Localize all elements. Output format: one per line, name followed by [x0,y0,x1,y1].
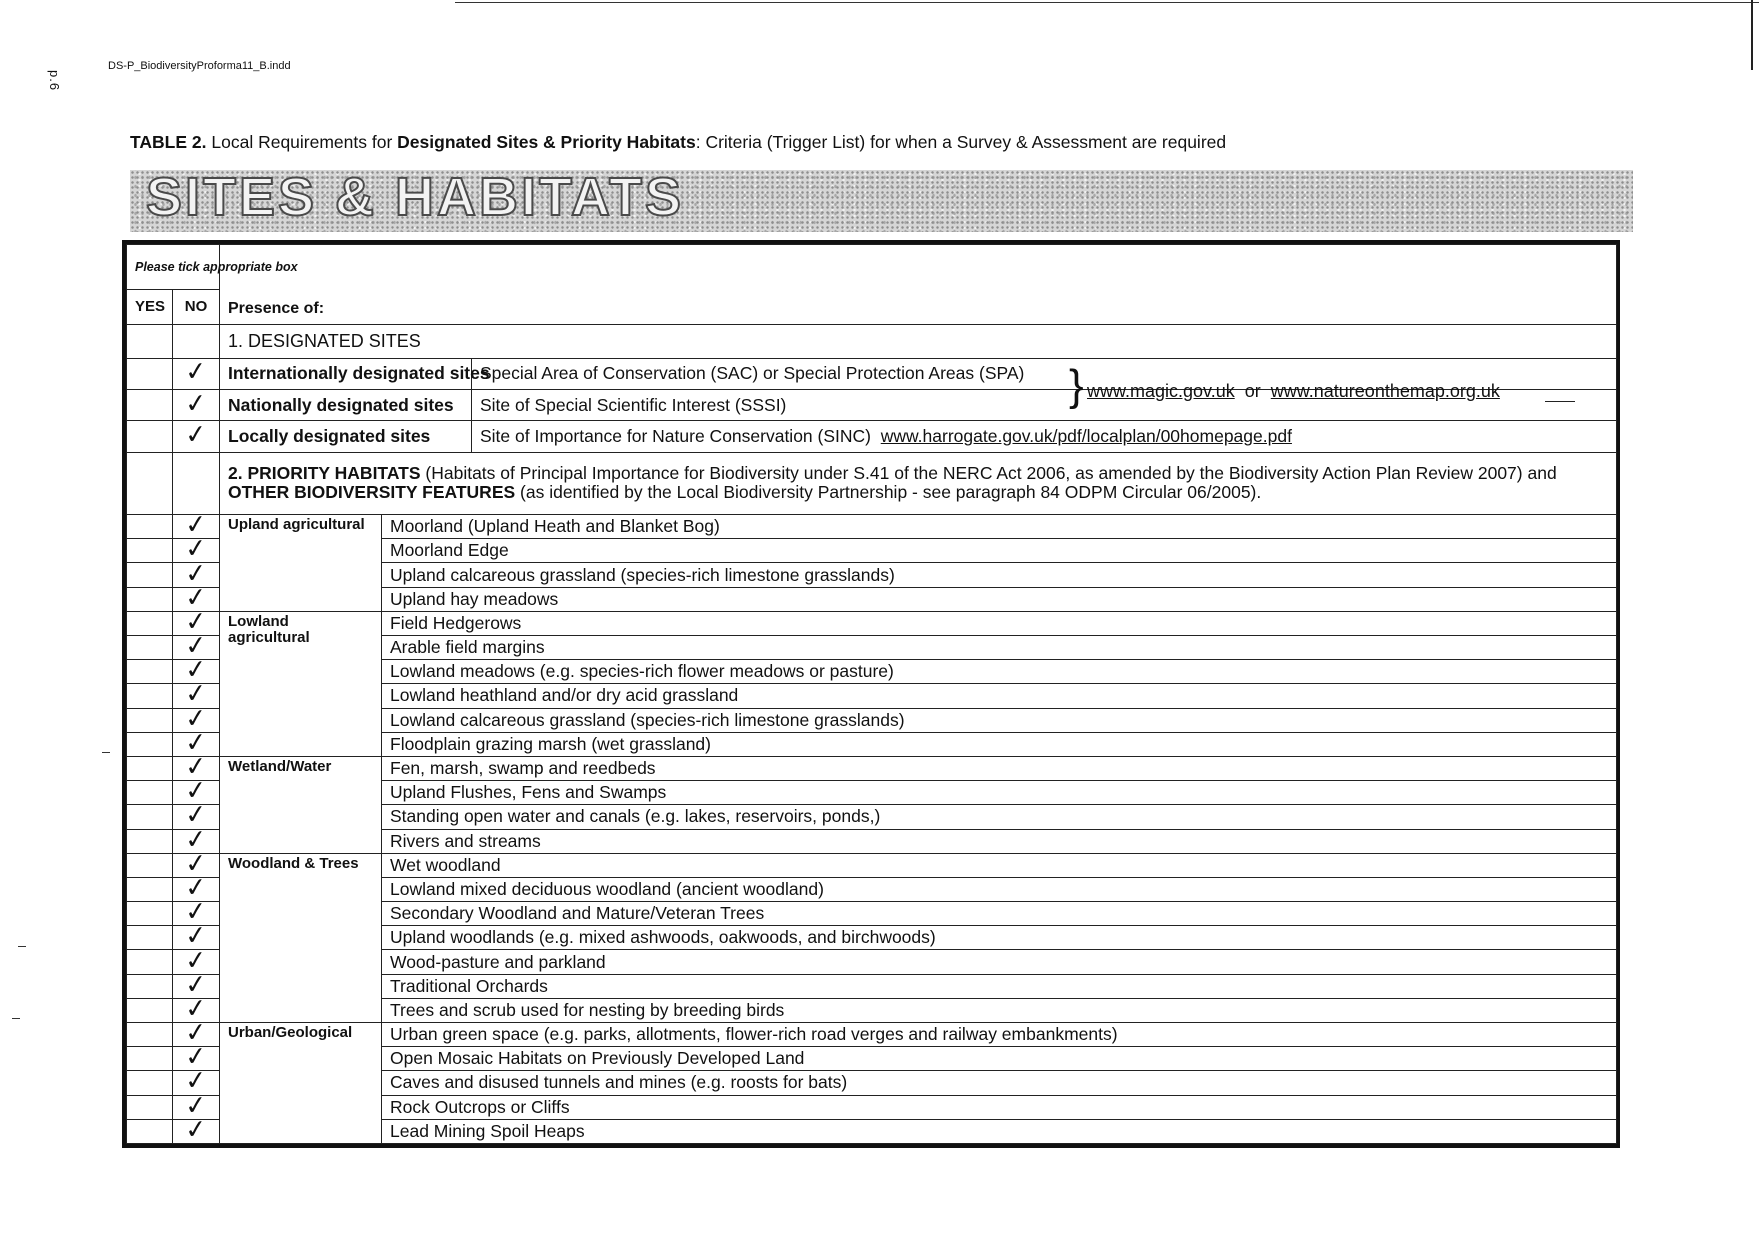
yes-box[interactable] [127,902,173,926]
habitat-row [127,515,1617,539]
habitat-name: Upland hay meadows [382,587,1617,611]
tick-header-row [127,245,1617,290]
banner-title: SITES & HABITATS [146,167,685,227]
other-features-bold: OTHER BIODIVERSITY FEATURES [228,482,516,503]
yes-box[interactable] [127,732,173,756]
habitat-name: Moorland Edge [382,539,1617,563]
page-number: p.6 [47,70,62,92]
habitat-name: Wet woodland [382,853,1617,877]
yes-column-header: YES [127,290,173,324]
file-name: DS-P_BiodiversityProforma11_B.indd [108,60,291,72]
margin-mark [18,946,26,947]
site-description [472,421,1617,452]
yes-box[interactable] [127,452,173,514]
priority-heading-bold: 2. PRIORITY HABITATS [228,463,421,484]
yes-box[interactable] [127,756,173,780]
check-mark-icon: ✓ [183,1064,209,1097]
check-mark-icon: ✓ [183,822,209,855]
top-rule [455,2,1759,3]
yes-box[interactable] [127,539,173,563]
check-mark-icon: ✓ [183,895,209,928]
check-mark-icon: ✓ [183,725,209,758]
yes-box[interactable] [127,515,173,539]
habitat-row [127,611,1617,635]
caption-text-end: : Criteria (Trigger List) for when a Survey & Assessment are required [695,132,1227,152]
no-box[interactable] [173,452,220,514]
designated-links [1069,361,1500,410]
check-mark-icon: ✓ [183,653,209,686]
yes-box[interactable] [127,877,173,901]
yes-box[interactable] [127,805,173,829]
priority-habitats-heading [220,452,1617,514]
habitat-category: Urban/Geological [220,1023,382,1144]
trigger-list-table [126,244,1617,1144]
yes-box[interactable] [127,829,173,853]
habitat-name: Lead Mining Spoil Heaps [382,1119,1617,1143]
margin-mark [12,1018,20,1019]
check-mark-icon: ✓ [183,846,209,879]
check-mark-icon: ✓ [183,919,209,952]
habitat-category: Woodland & Trees [220,853,382,1022]
designated-sites-heading: 1. DESIGNATED SITES [220,324,1617,358]
yes-box[interactable] [127,563,173,587]
yes-box[interactable] [127,1023,173,1047]
check-mark-icon: ✓ [183,629,209,662]
habitat-name: Wood-pasture and parkland [382,950,1617,974]
priority-heading-row [127,452,1617,514]
yes-box[interactable] [127,611,173,635]
check-mark-icon: ✓ [183,677,209,710]
habitat-row [127,756,1617,780]
designated-heading-row [127,324,1617,358]
habitat-category: Wetland/Water [220,756,382,853]
priority-heading-text: (Habitats of Principal Importance for Biodiversity under S.41 of the NERC Act 2006, as amended by the Biodiversity Action Plan Review 2007) and [420,463,1557,484]
table-caption [130,132,1226,153]
or-text: or [1244,381,1261,401]
habitat-name: Trees and scrub used for nesting by breeding birds [382,998,1617,1022]
yes-box[interactable] [127,684,173,708]
check-mark-icon: ✓ [183,508,209,541]
tick-instruction: Please tick appropriate box [127,245,220,290]
yes-box[interactable] [127,781,173,805]
check-mark-icon: ✓ [183,991,209,1024]
magic-link[interactable]: www.magic.gov.uk [1087,381,1235,401]
yes-box[interactable] [127,950,173,974]
presence-heading: Presence of: [220,245,1617,325]
brace-icon: } [1069,361,1084,410]
site-type-label: Internationally designated sites [220,358,472,389]
site-type-label: Locally designated sites [220,421,472,452]
habitat-name: Open Mosaic Habitats on Previously Developed Land [382,1047,1617,1071]
habitat-name: Upland woodlands (e.g. mixed ashwoods, oakwoods, and birchwoods) [382,926,1617,950]
check-mark-icon: ✓ [183,386,209,419]
yes-box[interactable] [127,1119,173,1143]
yes-box[interactable] [127,926,173,950]
habitat-category: Upland agricultural [220,515,382,612]
check-mark-icon: ✓ [183,1040,209,1073]
habitat-name: Floodplain grazing marsh (wet grassland) [382,732,1617,756]
yes-box[interactable] [127,974,173,998]
caption-text: Local Requirements for [211,132,398,152]
habitat-name: Arable field margins [382,636,1617,660]
yes-box[interactable] [127,853,173,877]
habitat-name: Standing open water and canals (e.g. lakes, reservoirs, ponds,) [382,805,1617,829]
habitat-name: Field Hedgerows [382,611,1617,635]
check-mark-icon: ✓ [183,417,209,451]
check-mark-icon: ✓ [183,532,209,565]
check-mark-icon: ✓ [183,870,209,904]
yes-box[interactable] [127,1047,173,1071]
check-mark-icon: ✓ [183,1112,209,1145]
yes-box[interactable] [127,421,173,452]
caption-bold: Designated Sites & Priority Habitats [397,132,696,152]
habitat-name: Fen, marsh, swamp and reedbeds [382,756,1617,780]
habitat-name: Lowland heathland and/or dry acid grassland [382,684,1617,708]
yes-box[interactable] [127,1071,173,1095]
yes-box[interactable] [127,390,173,421]
check-mark-icon: ✓ [183,1088,209,1121]
check-mark-icon: ✓ [183,1016,209,1049]
caption-table-no: TABLE 2. [130,132,207,152]
other-features-text: (as identified by the Local Biodiversity Partnership - see paragraph 84 ODPM Circular 06/2005). [515,482,1262,503]
site-description: Special Area of Conservation (SAC) or Special Protection Areas (SPA) [472,358,1617,389]
habitat-row [127,1023,1617,1047]
check-mark-icon: ✓ [183,749,209,783]
natureonthemap-link[interactable]: www.natureonthemap.org.uk [1270,381,1500,401]
habitat-category: Lowland agricultural [220,611,382,756]
habitat-row [127,853,1617,877]
habitat-name: Lowland meadows (e.g. species-rich flower meadows or pasture) [382,660,1617,684]
yes-box[interactable] [127,358,173,389]
check-mark-icon: ✓ [183,798,209,831]
site-description: Site of Special Scientific Interest (SSSI) [472,390,1617,421]
check-mark-icon: ✓ [183,580,209,613]
check-mark-icon: ✓ [183,556,209,589]
habitat-name: Rock Outcrops or Cliffs [382,1095,1617,1119]
check-mark-icon: ✓ [183,774,209,807]
check-mark-icon: ✓ [183,701,209,734]
site-type-label: Nationally designated sites [220,390,472,421]
yes-box[interactable] [127,636,173,660]
sinc-label: Site of Importance for Nature Conservation (SINC) [480,425,871,446]
yes-box[interactable] [127,708,173,732]
yes-box[interactable] [127,998,173,1022]
check-mark-icon: ✓ [183,355,209,388]
habitat-name: Lowland calcareous grassland (species-rich limestone grasslands) [382,708,1617,732]
link-leader-line [1545,401,1575,402]
habitat-name: Caves and disused tunnels and mines (e.g. roosts for bats) [382,1071,1617,1095]
habitat-name: Traditional Orchards [382,974,1617,998]
yes-box[interactable] [127,1095,173,1119]
habitat-name: Upland Flushes, Fens and Swamps [382,781,1617,805]
no-box[interactable] [173,386,220,421]
habitat-name: Rivers and streams [382,829,1617,853]
harrogate-link[interactable]: www.harrogate.gov.uk/pdf/localplan/00homepage.pdf [880,425,1292,446]
margin-mark [102,752,110,753]
crop-mark [1751,0,1753,70]
habitat-name: Moorland (Upland Heath and Blanket Bog) [382,515,1617,539]
no-box[interactable] [173,324,220,358]
yes-box[interactable] [127,587,173,611]
no-column-header: NO [173,290,220,324]
sites-habitats-banner [130,167,1633,232]
yes-box[interactable] [127,660,173,684]
no-box[interactable] [173,417,220,452]
no-box[interactable] [173,355,220,389]
habitat-name: Secondary Woodland and Mature/Veteran Trees [382,902,1617,926]
habitat-name: Lowland mixed deciduous woodland (ancient woodland) [382,877,1617,901]
designated-row [127,421,1617,452]
check-mark-icon: ✓ [183,604,209,637]
habitat-name: Urban green space (e.g. parks, allotments, flower-rich road verges and railway embankments) [382,1023,1617,1047]
check-mark-icon: ✓ [183,967,209,1000]
habitat-name: Upland calcareous grassland (species-rich limestone grasslands) [382,563,1617,587]
check-mark-icon: ✓ [183,943,209,976]
yes-box[interactable] [127,324,173,358]
no-box[interactable] [173,1112,220,1145]
